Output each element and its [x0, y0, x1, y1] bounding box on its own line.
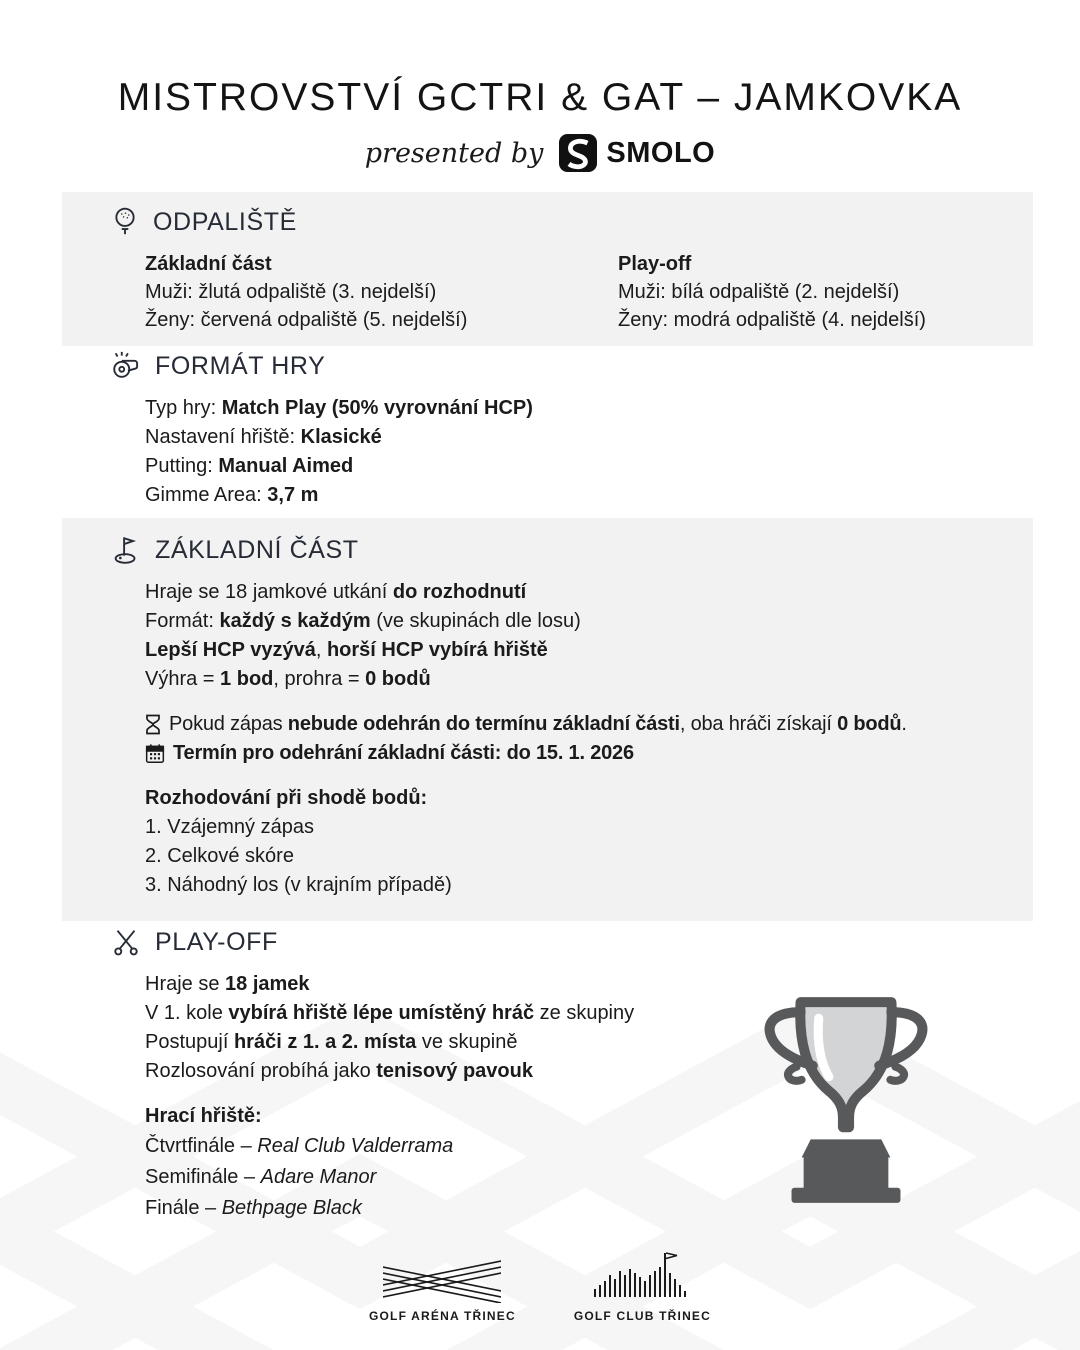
odpaliste-columns	[62, 250, 1033, 334]
header	[0, 0, 1080, 172]
section-format-hry	[62, 350, 1033, 510]
tiebreak-item: 2. Celkové skóre	[145, 845, 294, 867]
smolo-logo-icon	[559, 134, 597, 172]
crossed-golf-clubs-icon	[110, 926, 142, 958]
section-title: ZÁKLADNÍ ČÁST	[155, 535, 359, 564]
playoff-line: V 1. kole vybírá hřiště lépe umístěný hráč ze skupiny	[145, 1002, 635, 1024]
calendar-icon	[145, 743, 165, 764]
column-heading: Základní část	[145, 253, 272, 275]
format-hry-body	[62, 394, 1033, 510]
playoff-line: Rozlosování probíhá jako tenisový pavouk	[145, 1060, 533, 1082]
crossed-lines-logo-icon	[383, 1259, 501, 1303]
logo-label: GOLF CLUB TŘINEC	[573, 1309, 712, 1323]
column-heading: Play-off	[618, 253, 692, 275]
tee-line: Ženy: červená odpaliště (5. nejdelší)	[145, 309, 468, 331]
tee-line: Ženy: modrá odpaliště (4. nejdelší)	[618, 309, 926, 331]
section-title: PLAY-OFF	[155, 927, 278, 956]
golf-flag-in-hole-icon	[110, 534, 142, 566]
section-odpaliste-header	[62, 206, 1033, 238]
course-item: Finále – Bethpage Black	[145, 1197, 362, 1219]
deadline-warning-text: Pokud zápas nebude odehrán do termínu základní části, oba hráči získají 0 bodů.	[169, 713, 907, 735]
rule-line: Formát: každý s každým (ve skupinách dle losu)	[145, 610, 581, 632]
section-format-hry-header	[62, 350, 1033, 382]
rule-line: Lepší HCP vyzývá, horší HCP vybírá hřiště	[145, 639, 548, 661]
logo-golf-club-trinec	[574, 1245, 711, 1323]
section-zakladni-cast	[62, 518, 1033, 921]
golf-ball-on-tee-icon	[110, 206, 140, 238]
courses-heading: Hrací hřiště:	[145, 1105, 262, 1127]
section-title: FORMÁT HRY	[155, 351, 326, 380]
format-line: Putting: Manual Aimed	[145, 455, 354, 477]
tee-line: Muži: žlutá odpaliště (3. nejdelší)	[145, 281, 437, 303]
odpaliste-col-zakladni	[145, 250, 618, 334]
trophy-illustration	[740, 986, 952, 1221]
section-title: ODPALIŠTĚ	[153, 207, 297, 236]
bar-skyline-flag-logo-icon	[590, 1245, 694, 1303]
tee-line: Muži: bílá odpaliště (2. nejdelší)	[618, 281, 900, 303]
presented-by-row	[0, 134, 1080, 172]
section-odpaliste	[62, 192, 1033, 346]
format-line: Typ hry: Match Play (50% vyrovnání HCP)	[145, 397, 533, 419]
playoff-line: Postupují hráči z 1. a 2. místa ve skupině	[145, 1031, 518, 1053]
deadline-date-text: Termín pro odehrání základní části: do 15. 1. 2026	[173, 742, 634, 764]
format-line: Gimme Area: 3,7 m	[145, 484, 319, 506]
trophy-icon	[740, 986, 952, 1216]
odpaliste-col-playoff	[618, 250, 926, 334]
presented-by-text: presented by	[364, 137, 544, 169]
zakladni-cast-body	[62, 578, 1033, 900]
rule-line: Hraje se 18 jamkové utkání do rozhodnutí	[145, 581, 527, 603]
page-title: MISTROVSTVÍ GCTRI & GAT – JAMKOVKA	[117, 76, 963, 119]
section-zakladni-cast-header	[62, 534, 1033, 566]
whistle-icon	[110, 350, 142, 382]
deadline-date-line	[145, 739, 1033, 768]
sponsor-logo	[559, 134, 715, 172]
format-line: Nastavení hřiště: Klasické	[145, 426, 382, 448]
footer-logos	[0, 1245, 1080, 1323]
rule-line: Výhra = 1 bod, prohra = 0 bodů	[145, 668, 431, 690]
section-play-off-header	[62, 926, 1033, 958]
tiebreak-item: 1. Vzájemný zápas	[145, 816, 314, 838]
tiebreak-heading: Rozhodování při shodě bodů:	[145, 787, 428, 809]
logo-golf-arena-trinec	[369, 1259, 516, 1323]
deadline-warning-line	[145, 710, 1033, 739]
logo-label: GOLF ARÉNA TŘINEC	[368, 1309, 516, 1323]
playoff-line: Hraje se 18 jamek	[145, 973, 310, 995]
sponsor-name: SMOLO	[606, 136, 716, 169]
tiebreak-item: 3. Náhodný los (v krajním případě)	[145, 874, 452, 896]
course-item: Čtvrtfinále – Real Club Valderrama	[145, 1135, 454, 1157]
hourglass-icon	[145, 714, 161, 735]
course-item: Semifinále – Adare Manor	[145, 1166, 377, 1188]
